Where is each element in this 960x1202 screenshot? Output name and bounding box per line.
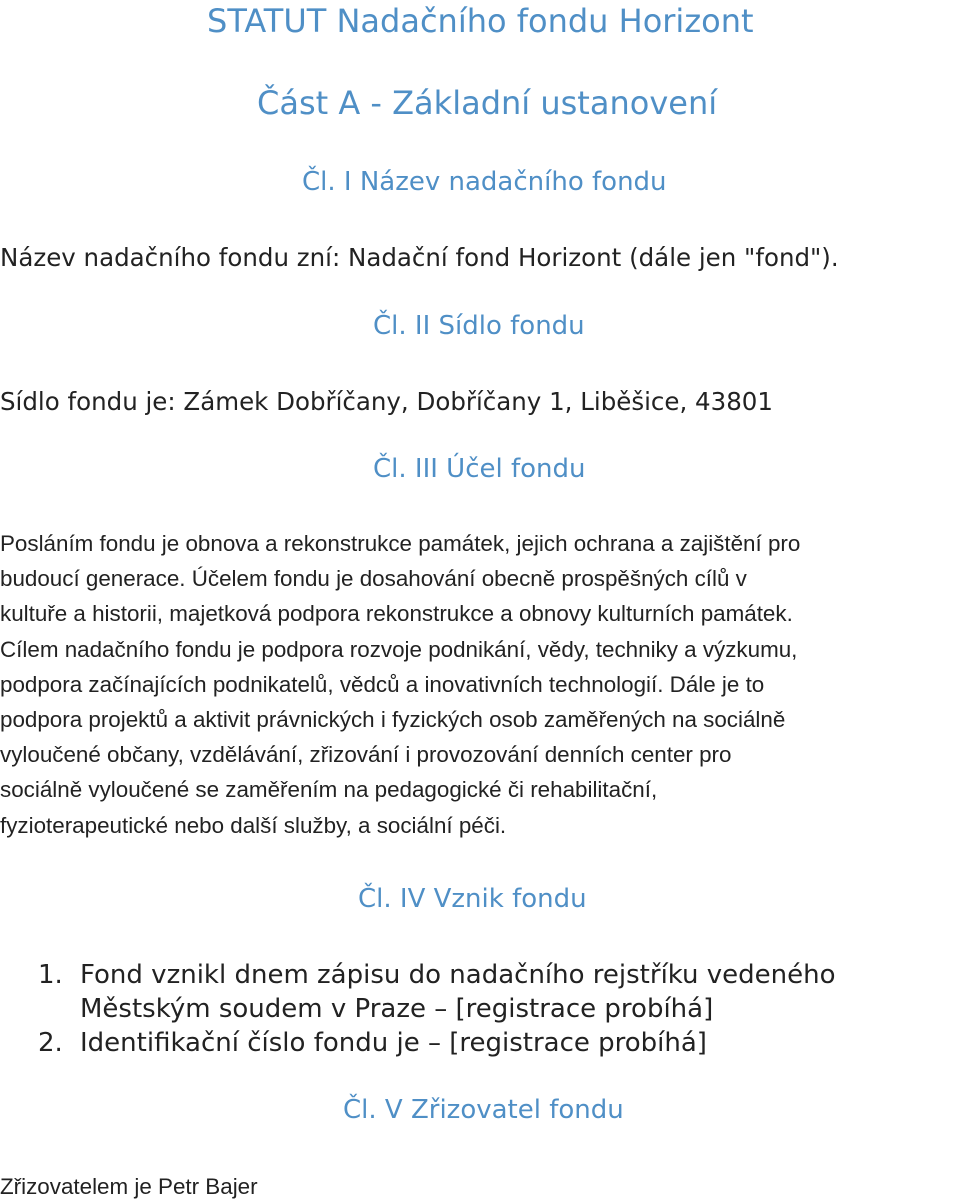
paragraph-line: podpora začínajících podnikatelů, vědců a inovativních technologií. Dále je to bbox=[0, 671, 765, 697]
article-4-heading: Čl. IV Vznik fondu bbox=[358, 884, 587, 914]
paragraph-line: Posláním fondu je obnova a rekonstrukce památek, jejich ochrana a zajištění pro bbox=[0, 531, 801, 556]
paragraph-line: podpora projektů a aktivit právnických i fyzických osob zaměřených na sociálně bbox=[0, 707, 786, 733]
article-1-heading: Čl. I Název nadačního fondu bbox=[302, 167, 667, 197]
article-3-heading: Čl. III Účel fondu bbox=[373, 454, 586, 484]
list-item-text: Fond vznikl dnem zápisu do nadačního rejstříku vedeného bbox=[80, 960, 836, 990]
paragraph-line: fyzioterapeutické nebo další služby, a sociální péči. bbox=[0, 812, 507, 838]
paragraph-line: vyloučené občany, vzdělávání, zřizování i provozování denních center pro bbox=[0, 742, 732, 768]
paragraph-line: budoucí generace. Účelem fondu je dosahování obecně prospěšných cílů v bbox=[0, 566, 747, 592]
paragraph-line: sociálně vyloučené se zaměřením na pedagogické či rehabilitační, bbox=[0, 777, 658, 803]
list-item-number: 2. bbox=[38, 1028, 63, 1058]
article-1-text: Název nadačního fondu zní: Nadační fond Horizont (dále jen "fond"). bbox=[0, 243, 839, 272]
article-5-text: Zřizovatelem je Petr Bajer bbox=[0, 1174, 258, 1199]
paragraph-line: kultuře a historii, majetková podpora rekonstrukce a obnovy kulturních památek. bbox=[0, 601, 793, 627]
part-heading: Část A - Základní ustanovení bbox=[257, 84, 718, 122]
list-item-text: Identifikační číslo fondu je – [registrace probíhá] bbox=[80, 1028, 707, 1058]
article-3-paragraph bbox=[0, 526, 958, 843]
paragraph-line: Cílem nadačního fondu je podpora rozvoje podnikání, vědy, techniky a výzkumu, bbox=[0, 636, 798, 662]
list-item-text-continued: Městským soudem v Praze – [registrace probíhá] bbox=[80, 994, 714, 1024]
article-2-text: Sídlo fondu je: Zámek Dobříčany, Dobříčany 1, Liběšice, 43801 bbox=[0, 387, 773, 416]
list-item-number: 1. bbox=[38, 960, 63, 990]
article-5-heading: Čl. V Zřizovatel fondu bbox=[343, 1095, 624, 1125]
article-2-heading: Čl. II Sídlo fondu bbox=[373, 311, 585, 341]
document-title: STATUT Nadačního fondu Horizont bbox=[207, 2, 754, 40]
